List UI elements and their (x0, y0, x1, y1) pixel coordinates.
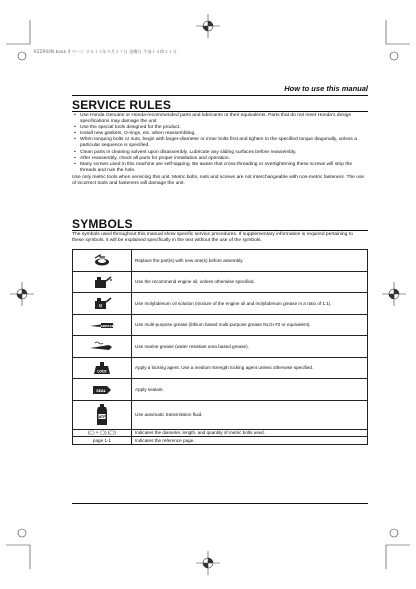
sealant-icon (89, 381, 115, 397)
rule-item: • Use the special tools designed for the product. (72, 125, 366, 131)
page-header (72, 84, 368, 96)
bolt-size-notation: (◯ × ◯) (◯) (73, 429, 132, 437)
rule-item: • Many screws used in this machine are self-tapping. Be aware that cross-threading or overtightening these screws will strip the threads and ruin the hole. (72, 162, 366, 174)
svg-text:GREASE: GREASE (100, 323, 114, 328)
symbol-description: Use the recommend engine oil, unless otherwise specified. (132, 271, 368, 293)
metric-tools-note: Use only metric tools when servicing this unit. Metric bolts, nuts and screws are not interchangeable with non-metric fasteners. The use of incorrect tools and fasteners will damage the unit. (72, 175, 365, 187)
table-row (73, 437, 368, 445)
footer-rule (72, 503, 368, 504)
multipurpose-grease-icon (87, 318, 117, 332)
symbol-description: Indicates the reference page. (132, 437, 368, 445)
rule-item: • Clean parts in cleaning solvent upon disassembly. Lubricate any sliding surfaces before reassembly. (72, 150, 366, 156)
symbol-description: Apply a locking agent. Use a medium strength locking agent unless otherwise specified. (132, 357, 368, 379)
table-row (73, 271, 368, 293)
table-row (73, 293, 368, 315)
atf-icon (93, 403, 111, 427)
svg-text:ATF: ATF (98, 414, 106, 419)
table-row (73, 357, 368, 379)
marine-grease-icon (87, 339, 117, 353)
symbol-description: Use molybdenum oil solution (mixture of the engine oil and molybdenum grease in a ratio of 1:1). (132, 293, 368, 315)
table-row (73, 314, 368, 336)
symbol-description: Apply sealant. (132, 379, 368, 401)
locking-agent-icon (89, 360, 115, 376)
molybdenum-oil-icon (91, 295, 113, 311)
symbol-description: Indicates the diameter, length, and quantity of metric bolts used. (132, 429, 368, 437)
symbol-description: Use multi-purpose grease (lithium based multi-purpose grease NLGI #2 or equivalent). (132, 314, 368, 336)
replace-part-icon (91, 253, 113, 267)
symbols-title: SYMBOLS (72, 217, 133, 231)
symbols-table (72, 249, 368, 445)
rule-item: • After reassembly, check all parts for proper installation and operation. (72, 156, 366, 162)
page-reference-notation: page 1-1 (73, 437, 132, 445)
table-row (73, 429, 368, 437)
print-slug: KZZ900N.book 4 ページ ２０１３年９月２７日 金曜日 午前１０時２１分 (34, 49, 177, 54)
rule-item: • When torquing bolts or nuts, begin with larger-diameter or inner bolts first and tighten to the specified torque diagonally, unless a particular sequence is specified. (72, 137, 366, 149)
engine-oil-icon (91, 274, 113, 290)
svg-text:LOCK: LOCK (97, 369, 107, 374)
symbols-intro: The symbols used throughout this manual show specific service procedures. If supplementary information is required pertaining to these symbols, it will be explained specifically in the text without the use of the symbols. (72, 232, 353, 244)
symbol-description: Use automatic transmission fluid. (132, 400, 368, 429)
svg-text:SEAL: SEAL (96, 389, 106, 394)
service-rules-title: SERVICE RULES (72, 98, 172, 112)
rule-item: • Use Honda Genuine or Honda-recommended parts and lubricants or their equivalents. Parts that do not meet Honda's design specifications may damage the unit. (72, 113, 366, 125)
table-row (73, 336, 368, 358)
header-title: How to use this manual (284, 84, 368, 93)
table-row (73, 379, 368, 401)
svg-text:M: M (98, 303, 103, 309)
table-row (73, 400, 368, 429)
symbols-rule (72, 230, 368, 231)
service-rules-rule (72, 111, 368, 112)
table-row (73, 250, 368, 272)
service-rules-list (72, 113, 366, 174)
symbol-description: Replace the part(s) with new one(s) before assembly. (132, 250, 368, 272)
rule-item: • Install new gaskets, O-rings, etc. when reassembling. (72, 131, 366, 137)
symbol-description: Use marine grease (water resistant urea based grease). (132, 336, 368, 358)
